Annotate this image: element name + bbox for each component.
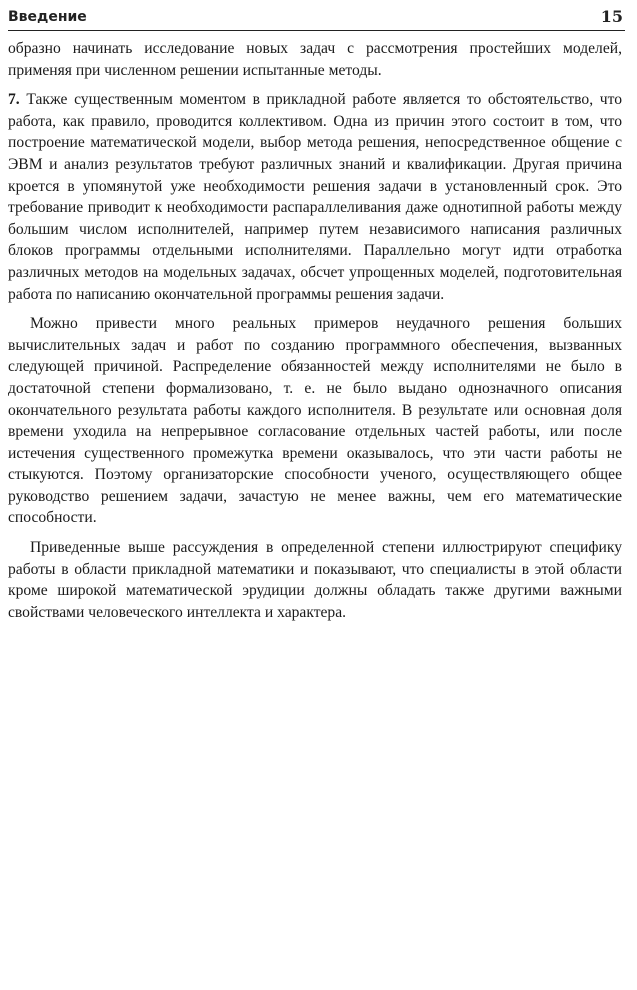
paragraph-text: Можно привести много реальных примеров неудачного решения больших вычислительных задач и работ по созданию программного обеспечения, вызванных следующей причиной. Распределение обязанностей между исполнителями не было в достаточной степени формализовано, т. е. не было выдано однозначного описания окончательного результата работы каждого исполнителя. В результате или основная доля времени уходила на непрерывное согласование отдельных частей работы, или после истечения существенного промежутка времени оказывалось, что эти части работы не стыкуются. Поэтому организаторские способности ученого, осуществляющего общее руководство решением задачи, зачастую не менее важны, чем его математические способности. bbox=[8, 315, 622, 527]
paragraph-text: образно начинать исследование новых задач с рассмотрения простейших моделей, применяя при численном решении испытанные методы. bbox=[8, 40, 622, 79]
paragraph bbox=[8, 537, 622, 623]
page-number: 15 bbox=[600, 7, 623, 26]
paragraph-numbered bbox=[8, 89, 622, 305]
paragraph-continued bbox=[8, 38, 622, 81]
paragraph-text: Приведенные выше рассуждения в определенной степени иллюстрируют специфику работы в области прикладной математики и показывают, что специалисты в этой области кроме широкой математической эрудиции должны обладать также другими важными свойствами человеческого интеллекта и характера. bbox=[8, 539, 622, 621]
paragraph bbox=[8, 313, 622, 529]
page-body bbox=[8, 38, 622, 631]
paragraph-number: 7. bbox=[8, 91, 20, 109]
running-head-title: Введение bbox=[8, 9, 87, 25]
page-header bbox=[8, 6, 625, 31]
paragraph-text: Также существенным моментом в прикладной работе является то обстоятельство, что работа, как правило, проводится коллективом. Одна из причин этого состоит в том, что построение математической модели, выбор метода решения, непосредственное общение с ЭВМ и анализ результатов требуют различных знаний и квалификации. Другая причина кроется в упомянутой уже необходимости решения задачи в установленный срок. Это требование приводит к необходимости распараллеливания даже однотипной работы между большим числом исполнителей, например путем независимого написания различных блоков программы отдельными исполнителями. Параллельно могут идти отработка различных методов на модельных задачах, обсчет упрощенных моделей, подготовительная работа по написанию окончательной программы решения задачи. bbox=[8, 91, 622, 303]
